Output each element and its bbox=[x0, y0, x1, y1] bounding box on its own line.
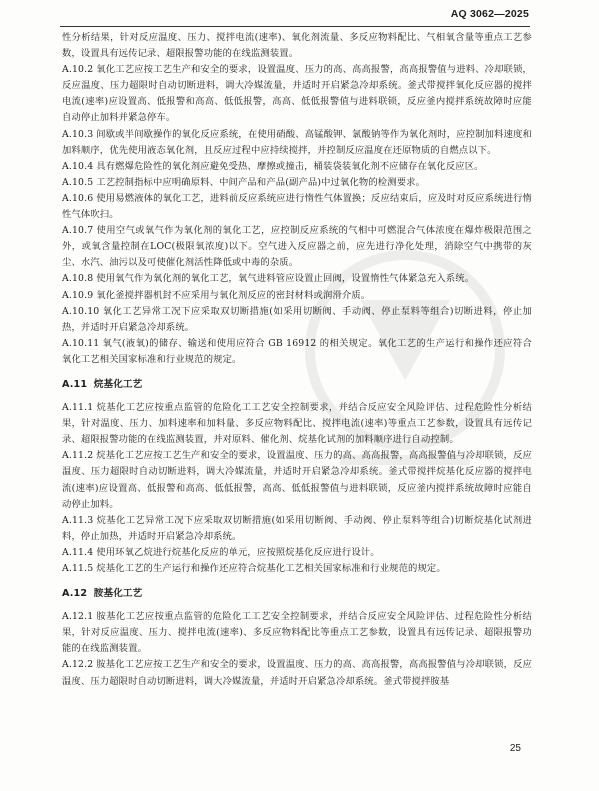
clause-number: A.11.2 bbox=[62, 450, 94, 462]
clause-text: 氧化工艺应按工艺生产和安全的要求，设置温度、压力的高、高高报警，高高报警值与进料、冷却联锁，反应温度、压力超限时自动切断进料，调大冷媒流量，并适时开启紧急冷却系统。釜式带搅拌氧化反应器的搅拌电流(速率)应设置高、低报警和高高、低低报警，高高、低低报警值与进料联锁，反应釜内搅拌系统故障时应能自动停止加料并紧急停车。 bbox=[62, 64, 532, 124]
clause-number: A.10.6 bbox=[62, 192, 94, 204]
clause-text: 使用易燃液体的氧化工艺，进料前反应系统应进行惰性气体置换；反应结束后，应及时对反应系统进行惰性气体吹扫。 bbox=[62, 192, 532, 221]
clause-number: A.10.7 bbox=[62, 225, 94, 237]
clause-text: 性分析结果，针对反应温度、压力、搅拌电流(速率)、氧化剂流量、多反应物料配比、气相氧含量等重点工艺参数，设置具有远传记录、超限报警功能的在线监测装置。 bbox=[62, 32, 532, 60]
clause-text: 使用氧气作为氧化剂的氧化工艺，氧气进料管应设置止回阀，设置惰性气体紧急充入系统。 bbox=[96, 273, 475, 285]
section-title: 烷基化工艺 bbox=[93, 378, 143, 390]
clause-paragraph bbox=[62, 62, 532, 126]
clause-paragraph bbox=[62, 400, 532, 448]
clause-number: A.11.5 bbox=[62, 563, 94, 574]
clause-text: 烷基化工艺应按重点监管的危险化工工艺安全控制要求，并结合反应安全风险评估、过程危险性分析结果，针对温度、压力、加料速率和加料量、多反应物料配比、搅拌电流(速率)等重点工艺参数，设置具有远传记录、超限报警功能的在线监测装置，并对原料、催化剂、烷基化试剂的加料顺序进行自动控制。 bbox=[62, 402, 532, 446]
clause-paragraph bbox=[62, 448, 532, 512]
clause-paragraph bbox=[62, 175, 532, 191]
clause-text: 烷基化工艺应按工艺生产和安全的要求，设置温度、压力的高、高高报警，高高报警值与冷却联锁，反应温度、压力超限时自动切断进料，调大冷媒流量，并适时开启紧急冷却系统。釜式带搅拌烷基化反应器的搅拌电流(速率)应设置高、低报警和高高、低低报警，高高、低低报警值与进料联锁，反应釜内搅拌系统故障时应能自动停止加料。 bbox=[62, 450, 532, 510]
clause-paragraph bbox=[62, 127, 532, 159]
clause-paragraph bbox=[62, 657, 532, 689]
clause-number: A.10.2 bbox=[62, 64, 94, 76]
clause-number: A.11.3 bbox=[62, 514, 94, 526]
clause-number: A.10.9 bbox=[62, 289, 94, 301]
section-a11-paragraphs bbox=[62, 400, 532, 577]
clause-text: 工艺控制指标中应明确原料、中间产品和产品(副产品)中过氧化物的检测要求。 bbox=[96, 176, 426, 188]
page-number: 25 bbox=[509, 743, 521, 754]
clause-text: 氧化釜搅拌器机封不应采用与氧化剂反应的密封材料或润滑介质。 bbox=[96, 289, 371, 301]
clause-paragraph bbox=[62, 545, 532, 561]
clause-paragraph bbox=[62, 513, 532, 545]
clause-number: A.11.4 bbox=[62, 546, 94, 558]
section-a12-paragraphs bbox=[62, 609, 532, 689]
clause-text: 胺基化工艺应按重点监管的危险化工工艺安全控制要求，并结合反应安全风险评估、过程危险性分析结果，针对反应温度、压力、搅拌电流(速率)、多反应物料配比等重点工艺参数，设置具有远传记录、超限报警功能的在线监测装置。 bbox=[62, 611, 532, 655]
section-heading-a11 bbox=[62, 377, 532, 393]
section-title: 胺基化工艺 bbox=[93, 588, 143, 600]
document-body bbox=[62, 30, 532, 690]
clause-number: A.10.10 bbox=[62, 305, 100, 317]
clause-paragraph bbox=[62, 30, 532, 62]
clause-number: A.10.4 bbox=[62, 160, 94, 172]
clause-paragraph bbox=[62, 561, 532, 577]
clause-text: 氧化工艺异常工况下应采取双切断措施(如采用切断阀、手动阀、停止泵料等组合)切断进料，停止加热，并适时开启紧急冷却系统。 bbox=[62, 305, 532, 333]
clause-number: A.10.11 bbox=[62, 337, 100, 349]
clause-text: 烷基化工艺异常工况下应采取双切断措施(如采用切断阀、手动阀、停止泵料等组合)切断烷基化试剂进料，停止加热，并适时开启紧急冷却系统。 bbox=[62, 514, 532, 542]
clause-text: 胺基化工艺应按工艺生产和安全的要求，设置温度、压力的高、高高报警，高高报警值与冷却联锁，反应温度、压力超限时自动切断进料，调大冷媒流量，并适时开启紧急冷却系统。釜式带搅拌胺基 bbox=[62, 659, 532, 687]
section-a10-paragraphs bbox=[62, 30, 532, 368]
standard-id: AQ 3062—2025 bbox=[450, 8, 529, 20]
header-rule bbox=[60, 26, 530, 27]
clause-paragraph bbox=[62, 191, 532, 223]
clause-number: A.11.1 bbox=[62, 402, 94, 414]
clause-paragraph bbox=[62, 271, 532, 287]
clause-paragraph bbox=[62, 288, 532, 304]
clause-paragraph bbox=[62, 159, 532, 175]
clause-text: 间歇或半间歇操作的氧化反应系统，在使用硝酸、高锰酸钾、氯酸钠等作为氧化剂时，应控制加料速度和加料顺序，优先使用液态氧化剂，且反应过程中应持续搅拌，并控制反应温度在还原物质的自燃点以下。 bbox=[62, 128, 532, 156]
section-heading-a12 bbox=[62, 586, 532, 602]
clause-text: 具有燃爆危险性的氧化剂应避免受热、摩擦或撞击，桶装袋装氧化剂不应储存在氧化反应区。 bbox=[96, 160, 484, 172]
clause-paragraph bbox=[62, 304, 532, 336]
clause-number: A.10.5 bbox=[62, 176, 94, 188]
clause-text: 使用空气或氧气作为氧化剂的氧化工艺，应控制反应系统的气相中可燃混合气体浓度在爆炸极限范围之外，或氧含量控制在LOC(极限氧浓度)以下。空气进入反应器之前，应先进行净化处理，消除空气中携带的灰尘、水汽、油污以及可使催化剂活性降低或中毒的杂质。 bbox=[62, 225, 532, 269]
section-number: A.11 bbox=[62, 378, 88, 390]
clause-number: A.10.8 bbox=[62, 273, 94, 285]
clause-paragraph bbox=[62, 223, 532, 271]
clause-text: 烷基化工艺的生产运行和操作还应符合烷基化工艺相关国家标准和行业规范的规定。 bbox=[96, 563, 446, 574]
clause-paragraph bbox=[62, 609, 532, 657]
clause-number: A.12.1 bbox=[62, 611, 94, 623]
clause-number: A.10.3 bbox=[62, 128, 94, 140]
clause-number: A.12.2 bbox=[62, 659, 94, 671]
clause-paragraph bbox=[62, 336, 532, 368]
clause-text: 使用环氧乙烷进行烷基化反应的单元，应按照烷基化反应进行设计。 bbox=[96, 546, 380, 558]
clause-text: 氧气(液氧)的储存、输送和使用应符合 GB 16912 的相关规定。氧化工艺的生产运行和操作还应符合氧化工艺相关国家标准和行业规范的规定。 bbox=[62, 337, 532, 365]
section-number: A.12 bbox=[62, 588, 88, 600]
